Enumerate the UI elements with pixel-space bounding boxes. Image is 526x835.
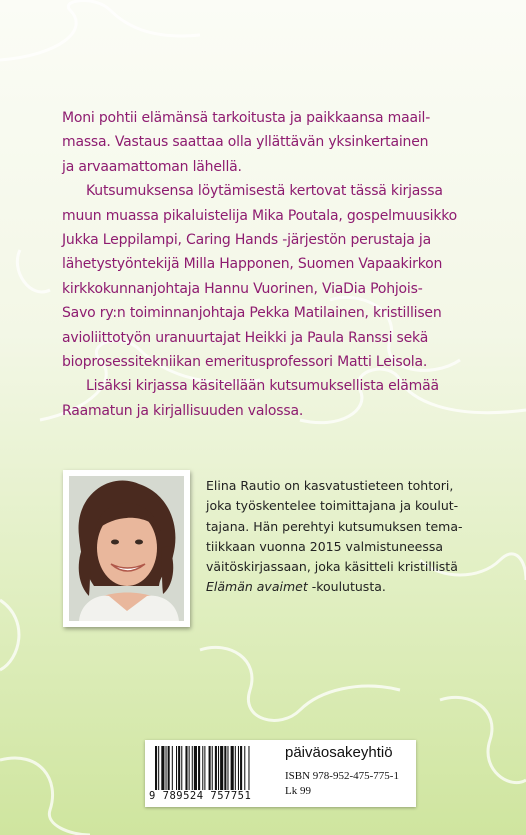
barcode-bar xyxy=(185,746,187,790)
barcode-bar xyxy=(209,746,211,790)
author-photo-frame xyxy=(63,470,190,627)
barcode-bar xyxy=(224,746,226,790)
barcode-bar xyxy=(166,746,167,790)
barcode-bar xyxy=(238,746,239,790)
blurb-paragraph-1: Moni pohtii elämänsä tarkoitusta ja paikkaansa maail- massa. Vastaus saattaa olla yllättävän yksinkertainen ja arvaamattoman lähellä. xyxy=(62,110,431,175)
publisher-logo: päiväosakeyhtiö xyxy=(285,744,393,761)
barcode-bars xyxy=(151,746,276,790)
barcode-bar xyxy=(248,746,249,790)
barcode-bar xyxy=(181,746,182,790)
barcode-bar xyxy=(194,746,197,790)
barcode-bar xyxy=(198,746,200,790)
barcode-bar xyxy=(158,746,159,790)
barcode-bar xyxy=(227,746,228,790)
blurb-paragraph-3: Lisäksi kirjassa käsitellään kutsumuksellista elämää Raamatun ja kirjallisuuden valossa. xyxy=(62,378,439,419)
barcode-bar xyxy=(235,746,236,790)
barcode-bar xyxy=(240,746,242,790)
barcode-bar xyxy=(231,746,234,790)
barcode-bar xyxy=(176,746,177,790)
barcode-bar xyxy=(202,746,203,790)
barcode-bar xyxy=(212,746,213,790)
barcode-bar xyxy=(215,746,217,790)
barcode-bar xyxy=(155,746,157,790)
barcode-bar xyxy=(161,746,164,790)
barcode-bar xyxy=(218,746,219,790)
author-bio: Elina Rautio on kasvatustieteen tohtori, joka työskentelee toimittajana ja koulut- tajana. Hän perehtyi kutsumuksen tema- tiikkaan vuonna 2015 valmistuneessa väitöskirjassaan, joka käsitteli kristillistä Elämän avaimet -koulutusta. xyxy=(206,478,463,595)
barcode-bar xyxy=(204,746,205,790)
barcode-bar xyxy=(192,746,193,790)
barcode-bar xyxy=(189,746,190,790)
library-class: Lk 99 xyxy=(285,785,311,797)
barcode-bar xyxy=(168,746,170,790)
author-photo xyxy=(69,476,184,621)
barcode-bar xyxy=(178,746,180,790)
back-cover-blurb xyxy=(62,106,472,423)
course-name: Elämän avaimet xyxy=(206,579,308,595)
isbn-number: ISBN 978-952-475-775-1 xyxy=(285,770,399,782)
barcode-bar xyxy=(172,746,173,790)
barcode-bar xyxy=(244,746,245,790)
blurb-paragraph-2: Kutsumuksensa löytämisestä kertovat tässä kirjassa muun muassa pikaluistelija Mika Poutala, gospelmuusikko Jukka Leppilampi, Caring Hands -järjestön perustaja ja lähetystyöntekijä Milla Happonen, Suomen Vapaakirkon kirkkokunnanjohtaja Hannu Vuorinen, ViaDia Pohjois- Savo ry:n toiminnanjohtaja Pekka Matilainen, kristillisen avioliittotyön uranuurtajat Heikki ja Paula Ranssi sekä bioprosessitekniikan emeritusprofessori Matti Leisola. xyxy=(62,183,458,371)
barcode-label xyxy=(145,740,416,807)
barcode-digits: 9 789524 757751 xyxy=(149,790,252,802)
barcode-bar xyxy=(220,746,223,790)
